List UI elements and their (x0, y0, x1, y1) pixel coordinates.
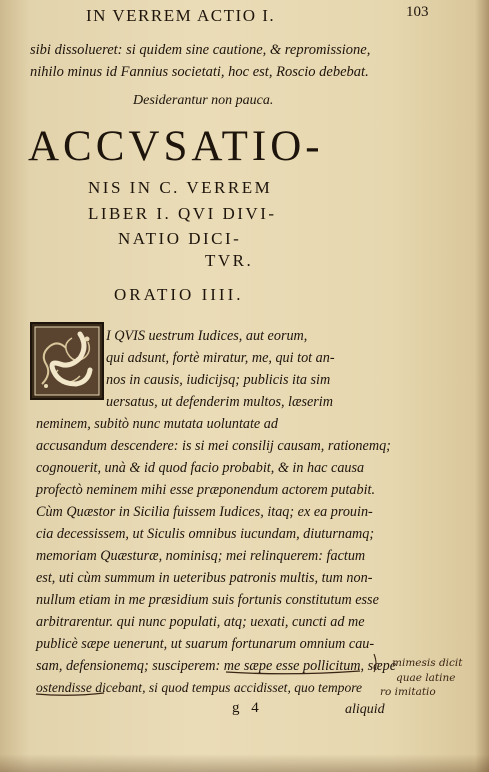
page-bottom-shadow (0, 754, 489, 772)
lacuna-note: Desiderantur non pauca. (133, 93, 274, 108)
body-line: neminem, subitò nunc mutata uoluntate ad (36, 416, 278, 432)
body-line: uersatus, ut defenderim multos, læserim (106, 394, 333, 410)
running-title: IN VERREM ACTIO I. (86, 6, 276, 25)
marginal-note: quae latine (396, 672, 456, 684)
body-line: arbitrarentur. qui nunc populati, atq; uexati, cuncti ad me (36, 614, 365, 630)
body-line: Cùm Quæstor in Sicilia fuissem Iudices, itaq; ex ea prouin- (36, 504, 373, 520)
title-line: NIS IN C. VERREM (88, 178, 273, 197)
body-line: accusandum descendere: is si mei consilij causam, rationemq; (36, 438, 391, 454)
body-line: cognouerit, unà & id quod facio probabit, & in hac causa (36, 460, 365, 476)
title-line: LIBER I. QVI DIVI- (88, 204, 277, 223)
oration-heading: ORATIO IIII. (114, 285, 244, 304)
body-line: qui adsunt, fortè miratur, me, qui tot an- (106, 350, 335, 366)
page-edge-shadow (475, 0, 489, 772)
catchword: aliquid (345, 702, 385, 717)
body-line: nos in causis, iudicijsq; publicis ita sim (106, 372, 331, 388)
body-line: ostendisse dicebant, si quod tempus accidisset, quo tempore (36, 680, 363, 695)
body-line: profectò neminem mihi esse præponendum actorem putabit. (36, 482, 376, 498)
previous-text-line: sibi dissolueret: si quidem sine cautione, & repromissione, (30, 42, 371, 58)
previous-text-line: nihilo minus id Fannius societati, hoc est, Roscio debebat. (30, 64, 369, 80)
body-line: nullum etiam in me præsidium suis fortunis constitutum esse (36, 592, 379, 608)
marginal-note: ro imitatio (380, 686, 436, 698)
body-line: I QVIS uestrum Iudices, aut eorum, (106, 328, 308, 344)
main-title: ACCVSATIO- (28, 123, 324, 170)
body-line: memoriam Quæsturæ, nominisq; mei relinquerem: factum (36, 548, 366, 564)
body-line: cia decessissem, ut Siculis omnibus iucundam, diuturnamq; (36, 526, 375, 542)
marginal-note: mimesis dicit (392, 657, 463, 669)
body-line: est, uti cùm summum in ueteribus patronis multis, tum non- (36, 570, 373, 586)
body-line: sam, defensionemq; susciperem: me sæpe esse pollicitum, sæpe (36, 658, 397, 674)
title-line: TVR. (205, 251, 254, 270)
signature-mark: g 4 (232, 700, 263, 716)
title-line: NATIO DICI- (118, 229, 242, 248)
body-line: publicè sæpe uenerunt, ut suarum fortunarum omnium cau- (36, 636, 375, 652)
page-number: 103 (406, 4, 429, 20)
